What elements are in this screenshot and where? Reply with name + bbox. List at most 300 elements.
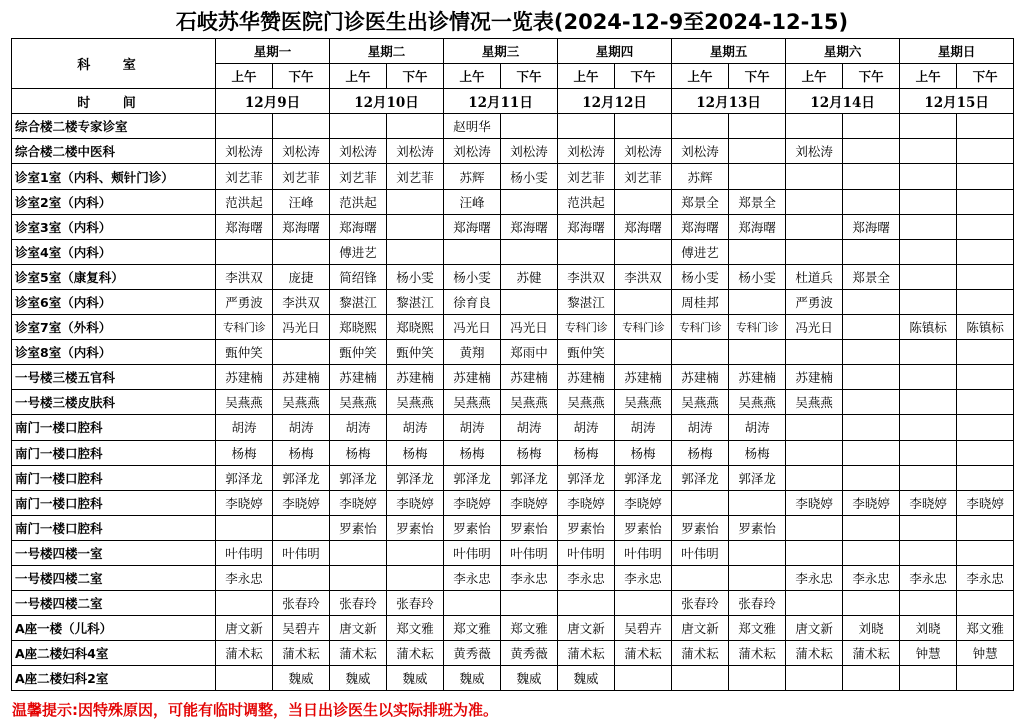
doctor-cell: 杨梅 — [501, 440, 558, 465]
doctor-cell — [729, 666, 786, 691]
doctor-cell: 甄仲笑 — [216, 340, 273, 365]
department-name: 一号楼四楼二室 — [12, 591, 216, 616]
doctor-cell: 蒲术耘 — [273, 641, 330, 666]
doctor-cell: 黄翔 — [444, 340, 501, 365]
department-name: A座一楼（儿科） — [12, 616, 216, 641]
department-name: 诊室3室（内科） — [12, 214, 216, 239]
doctor-cell — [387, 239, 444, 264]
doctor-cell: 魏威 — [330, 666, 387, 691]
doctor-cell — [615, 289, 672, 314]
doctor-cell — [786, 114, 843, 139]
doctor-cell: 郑海曙 — [216, 214, 273, 239]
doctor-cell — [558, 114, 615, 139]
doctor-cell — [900, 164, 957, 189]
department-name: 南门一楼口腔科 — [12, 515, 216, 540]
doctor-cell: 叶伟明 — [444, 540, 501, 565]
table-row — [12, 139, 1014, 164]
doctor-cell: 苏建楠 — [444, 365, 501, 390]
doctor-cell: 胡涛 — [273, 415, 330, 440]
afternoon-header: 下午 — [501, 64, 558, 89]
doctor-cell: 胡涛 — [330, 415, 387, 440]
doctor-cell — [957, 289, 1014, 314]
doctor-cell — [843, 591, 900, 616]
doctor-cell: 傅进艺 — [672, 239, 729, 264]
weekday-header: 星期一 — [216, 39, 330, 64]
doctor-cell — [843, 666, 900, 691]
doctor-cell: 郭泽龙 — [387, 465, 444, 490]
doctor-cell: 蒲术耘 — [729, 641, 786, 666]
table-row — [12, 289, 1014, 314]
department-name: 南门一楼口腔科 — [12, 415, 216, 440]
doctor-cell — [786, 239, 843, 264]
table-row — [12, 189, 1014, 214]
doctor-cell: 吴燕燕 — [501, 390, 558, 415]
doctor-cell: 张春玲 — [672, 591, 729, 616]
table-header — [12, 39, 1014, 114]
table-row — [12, 390, 1014, 415]
doctor-cell — [216, 114, 273, 139]
doctor-cell: 罗素怡 — [558, 515, 615, 540]
doctor-cell — [786, 189, 843, 214]
doctor-cell: 李晓婷 — [843, 490, 900, 515]
doctor-cell — [843, 515, 900, 540]
doctor-cell: 李晓婷 — [330, 490, 387, 515]
doctor-cell: 蒲术耘 — [615, 641, 672, 666]
doctor-cell: 李晓婷 — [786, 490, 843, 515]
table-row — [12, 540, 1014, 565]
doctor-cell — [729, 114, 786, 139]
morning-header: 上午 — [672, 64, 729, 89]
doctor-cell — [558, 591, 615, 616]
doctor-cell — [843, 340, 900, 365]
doctor-cell — [900, 264, 957, 289]
doctor-cell: 张春玲 — [729, 591, 786, 616]
doctor-cell: 刘晓 — [843, 616, 900, 641]
doctor-cell: 郑海曙 — [558, 214, 615, 239]
doctor-cell: 刘松涛 — [216, 139, 273, 164]
doctor-cell: 冯光日 — [444, 315, 501, 340]
doctor-cell — [957, 164, 1014, 189]
doctor-cell: 苏建楠 — [672, 365, 729, 390]
doctor-cell — [729, 139, 786, 164]
doctor-cell: 胡涛 — [216, 415, 273, 440]
doctor-cell — [615, 340, 672, 365]
doctor-cell: 郑海曙 — [501, 214, 558, 239]
doctor-cell: 罗素怡 — [615, 515, 672, 540]
doctor-cell — [786, 440, 843, 465]
doctor-cell: 郑文雅 — [729, 616, 786, 641]
doctor-cell: 专科门诊 — [558, 315, 615, 340]
doctor-cell — [444, 239, 501, 264]
doctor-cell: 杨梅 — [216, 440, 273, 465]
table-row — [12, 565, 1014, 590]
doctor-cell — [900, 465, 957, 490]
doctor-cell — [216, 239, 273, 264]
table-row — [12, 315, 1014, 340]
doctor-cell: 苏建楠 — [558, 365, 615, 390]
doctor-cell — [786, 340, 843, 365]
doctor-cell: 叶伟明 — [615, 540, 672, 565]
doctor-cell: 专科门诊 — [672, 315, 729, 340]
doctor-cell: 李永忠 — [615, 565, 672, 590]
doctor-cell — [843, 390, 900, 415]
table-row — [12, 415, 1014, 440]
doctor-cell — [387, 114, 444, 139]
doctor-cell: 罗素怡 — [501, 515, 558, 540]
table-row — [12, 440, 1014, 465]
doctor-cell — [957, 340, 1014, 365]
doctor-cell: 李晓婷 — [444, 490, 501, 515]
doctor-cell: 刘艺菲 — [273, 164, 330, 189]
table-row — [12, 365, 1014, 390]
doctor-cell: 郭泽龙 — [729, 465, 786, 490]
doctor-cell: 郑海曙 — [672, 214, 729, 239]
doctor-cell: 胡涛 — [558, 415, 615, 440]
morning-header: 上午 — [786, 64, 843, 89]
doctor-cell: 傅进艺 — [330, 239, 387, 264]
doctor-cell: 杨梅 — [444, 440, 501, 465]
doctor-cell: 刘艺菲 — [330, 164, 387, 189]
doctor-cell — [330, 565, 387, 590]
morning-header: 上午 — [444, 64, 501, 89]
doctor-cell: 杨梅 — [672, 440, 729, 465]
doctor-cell — [900, 289, 957, 314]
doctor-cell: 李洪双 — [273, 289, 330, 314]
doctor-cell: 陈镇标 — [900, 315, 957, 340]
doctor-cell — [501, 591, 558, 616]
afternoon-header: 下午 — [843, 64, 900, 89]
doctor-cell — [957, 666, 1014, 691]
doctor-cell — [786, 164, 843, 189]
date-header: 12月15日 — [900, 89, 1014, 114]
doctor-cell — [387, 565, 444, 590]
doctor-cell: 吴燕燕 — [672, 390, 729, 415]
table-row — [12, 214, 1014, 239]
doctor-cell — [843, 289, 900, 314]
doctor-cell — [957, 264, 1014, 289]
doctor-cell: 李永忠 — [216, 565, 273, 590]
doctor-cell: 严勇波 — [786, 289, 843, 314]
doctor-cell — [216, 666, 273, 691]
doctor-cell — [843, 189, 900, 214]
department-name: 南门一楼口腔科 — [12, 490, 216, 515]
doctor-cell: 罗素怡 — [729, 515, 786, 540]
doctor-cell: 郑海曙 — [615, 214, 672, 239]
doctor-cell: 吴燕燕 — [273, 390, 330, 415]
doctor-cell — [615, 591, 672, 616]
doctor-cell: 叶伟明 — [501, 540, 558, 565]
doctor-cell: 郑晓熙 — [330, 315, 387, 340]
doctor-cell — [786, 591, 843, 616]
doctor-cell: 胡涛 — [672, 415, 729, 440]
doctor-cell: 李永忠 — [558, 565, 615, 590]
date-header: 12月9日 — [216, 89, 330, 114]
doctor-cell: 胡涛 — [387, 415, 444, 440]
department-name: A座二楼妇科2室 — [12, 666, 216, 691]
doctor-cell: 刘松涛 — [501, 139, 558, 164]
doctor-cell — [843, 465, 900, 490]
afternoon-header: 下午 — [387, 64, 444, 89]
doctor-cell: 简绍锋 — [330, 264, 387, 289]
doctor-cell: 冯光日 — [273, 315, 330, 340]
doctor-cell: 刘松涛 — [387, 139, 444, 164]
doctor-cell: 苏健 — [501, 264, 558, 289]
table-body — [12, 114, 1014, 691]
doctor-cell: 苏建楠 — [216, 365, 273, 390]
department-name: 南门一楼口腔科 — [12, 465, 216, 490]
doctor-cell — [900, 214, 957, 239]
doctor-cell — [501, 239, 558, 264]
date-row — [12, 89, 1014, 114]
doctor-cell: 苏辉 — [672, 164, 729, 189]
doctor-cell — [900, 591, 957, 616]
doctor-cell — [615, 114, 672, 139]
weekday-header: 星期日 — [900, 39, 1014, 64]
doctor-cell: 冯光日 — [501, 315, 558, 340]
doctor-cell — [957, 465, 1014, 490]
department-name: 诊室5室（康复科） — [12, 264, 216, 289]
doctor-cell — [501, 189, 558, 214]
doctor-cell: 吴燕燕 — [387, 390, 444, 415]
doctor-cell — [900, 365, 957, 390]
department-name: 诊室8室（内科） — [12, 340, 216, 365]
doctor-cell — [615, 666, 672, 691]
doctor-cell: 李洪双 — [615, 264, 672, 289]
date-header: 12月11日 — [444, 89, 558, 114]
doctor-cell: 李晓婷 — [558, 490, 615, 515]
doctor-cell — [330, 114, 387, 139]
doctor-cell: 苏辉 — [444, 164, 501, 189]
doctor-cell — [501, 289, 558, 314]
doctor-cell — [501, 114, 558, 139]
afternoon-header: 下午 — [957, 64, 1014, 89]
time-row-header: 时 间 — [12, 89, 216, 114]
doctor-cell — [729, 340, 786, 365]
doctor-cell: 范洪起 — [216, 189, 273, 214]
doctor-cell: 刘松涛 — [558, 139, 615, 164]
doctor-cell — [273, 565, 330, 590]
doctor-cell — [729, 565, 786, 590]
table-row — [12, 465, 1014, 490]
table-row — [12, 641, 1014, 666]
department-name: 诊室4室（内科） — [12, 239, 216, 264]
doctor-cell: 郑海曙 — [330, 214, 387, 239]
doctor-cell — [843, 164, 900, 189]
doctor-cell: 黎湛江 — [558, 289, 615, 314]
weekday-row — [12, 39, 1014, 64]
weekday-header: 星期四 — [558, 39, 672, 64]
doctor-cell — [957, 440, 1014, 465]
doctor-cell: 吴燕燕 — [615, 390, 672, 415]
table-row — [12, 239, 1014, 264]
doctor-cell: 刘艺菲 — [615, 164, 672, 189]
doctor-cell — [786, 540, 843, 565]
doctor-cell: 苏建楠 — [729, 365, 786, 390]
date-header: 12月12日 — [558, 89, 672, 114]
doctor-cell: 魏威 — [501, 666, 558, 691]
doctor-cell: 专科门诊 — [729, 315, 786, 340]
doctor-cell: 李洪双 — [558, 264, 615, 289]
doctor-cell — [957, 540, 1014, 565]
notice-text: 温馨提示:因特殊原因，可能有临时调整，当日出诊医生以实际排班为准。 — [12, 701, 499, 719]
doctor-cell — [843, 114, 900, 139]
doctor-cell: 苏建楠 — [387, 365, 444, 390]
doctor-cell — [273, 114, 330, 139]
doctor-cell — [957, 591, 1014, 616]
date-header: 12月13日 — [672, 89, 786, 114]
doctor-cell: 吴燕燕 — [444, 390, 501, 415]
doctor-cell — [843, 365, 900, 390]
doctor-cell: 李洪双 — [216, 264, 273, 289]
doctor-cell: 蒲术耘 — [330, 641, 387, 666]
table-row — [12, 114, 1014, 139]
doctor-cell: 苏建楠 — [786, 365, 843, 390]
doctor-cell: 黄秀薇 — [444, 641, 501, 666]
doctor-cell: 苏建楠 — [273, 365, 330, 390]
doctor-cell: 郑景全 — [672, 189, 729, 214]
doctor-cell: 李永忠 — [444, 565, 501, 590]
doctor-cell: 钟慧 — [900, 641, 957, 666]
doctor-cell: 杨小雯 — [672, 264, 729, 289]
doctor-cell: 郭泽龙 — [330, 465, 387, 490]
doctor-cell — [672, 490, 729, 515]
table-row — [12, 264, 1014, 289]
doctor-cell — [729, 540, 786, 565]
doctor-cell: 甄仲笑 — [330, 340, 387, 365]
doctor-cell: 刘艺菲 — [216, 164, 273, 189]
department-name: 一号楼四楼二室 — [12, 565, 216, 590]
doctor-cell — [729, 490, 786, 515]
doctor-cell: 钟慧 — [957, 641, 1014, 666]
table-row — [12, 666, 1014, 691]
doctor-cell — [444, 591, 501, 616]
doctor-cell: 黎湛江 — [387, 289, 444, 314]
doctor-cell — [330, 540, 387, 565]
doctor-cell — [273, 239, 330, 264]
doctor-cell: 周桂邦 — [672, 289, 729, 314]
table-row — [12, 616, 1014, 641]
doctor-cell: 李永忠 — [501, 565, 558, 590]
doctor-cell: 唐文新 — [330, 616, 387, 641]
doctor-cell — [786, 515, 843, 540]
doctor-cell: 杨梅 — [558, 440, 615, 465]
doctor-cell: 蒲术耘 — [843, 641, 900, 666]
date-header: 12月14日 — [786, 89, 900, 114]
doctor-cell: 吴燕燕 — [558, 390, 615, 415]
doctor-cell — [387, 189, 444, 214]
doctor-cell: 吴燕燕 — [216, 390, 273, 415]
doctor-cell: 唐文新 — [672, 616, 729, 641]
doctor-cell: 刘松涛 — [672, 139, 729, 164]
doctor-cell: 罗素怡 — [330, 515, 387, 540]
morning-header: 上午 — [330, 64, 387, 89]
date-header: 12月10日 — [330, 89, 444, 114]
schedule-table — [11, 38, 1014, 691]
doctor-cell: 叶伟明 — [273, 540, 330, 565]
doctor-cell: 魏威 — [444, 666, 501, 691]
department-name: 综合楼二楼中医科 — [12, 139, 216, 164]
doctor-cell: 冯光日 — [786, 315, 843, 340]
doctor-cell: 李晓婷 — [615, 490, 672, 515]
department-name: 诊室1室（内科、颊针门诊） — [12, 164, 216, 189]
doctor-cell — [843, 440, 900, 465]
doctor-cell: 李晓婷 — [387, 490, 444, 515]
table-row — [12, 340, 1014, 365]
page-title: 石岐苏华赞医院门诊医生出诊情况一览表(2024-12-9至2024-12-15) — [175, 10, 849, 34]
weekday-header: 星期二 — [330, 39, 444, 64]
doctor-cell: 张春玲 — [273, 591, 330, 616]
doctor-cell: 蒲术耘 — [387, 641, 444, 666]
doctor-cell — [786, 415, 843, 440]
doctor-cell: 李晓婷 — [273, 490, 330, 515]
doctor-cell: 杨梅 — [273, 440, 330, 465]
doctor-cell: 郑文雅 — [387, 616, 444, 641]
doctor-cell: 郑晓熙 — [387, 315, 444, 340]
doctor-cell: 胡涛 — [729, 415, 786, 440]
doctor-cell — [957, 214, 1014, 239]
department-name: 一号楼三楼五官科 — [12, 365, 216, 390]
doctor-cell: 郑景全 — [843, 264, 900, 289]
doctor-cell — [843, 415, 900, 440]
doctor-cell — [216, 515, 273, 540]
doctor-cell — [729, 239, 786, 264]
doctor-cell: 杨小雯 — [501, 164, 558, 189]
doctor-cell — [672, 114, 729, 139]
doctor-cell: 专科门诊 — [615, 315, 672, 340]
doctor-cell: 郑文雅 — [444, 616, 501, 641]
doctor-cell: 郑海曙 — [843, 214, 900, 239]
doctor-cell: 杜道兵 — [786, 264, 843, 289]
doctor-cell: 杨梅 — [387, 440, 444, 465]
doctor-cell: 赵明华 — [444, 114, 501, 139]
doctor-cell — [615, 239, 672, 264]
doctor-cell: 李永忠 — [957, 565, 1014, 590]
doctor-cell: 黄秀薇 — [501, 641, 558, 666]
doctor-cell — [387, 540, 444, 565]
doctor-cell: 陈镇标 — [957, 315, 1014, 340]
doctor-cell: 蒲术耘 — [672, 641, 729, 666]
department-name: 诊室2室（内科） — [12, 189, 216, 214]
dept-column-header: 科 室 — [12, 39, 216, 89]
doctor-cell — [786, 465, 843, 490]
doctor-cell — [672, 340, 729, 365]
doctor-cell: 刘松涛 — [444, 139, 501, 164]
department-name: 诊室6室（内科） — [12, 289, 216, 314]
weekday-header: 星期三 — [444, 39, 558, 64]
doctor-cell: 李晓婷 — [501, 490, 558, 515]
doctor-cell: 胡涛 — [444, 415, 501, 440]
doctor-cell: 郭泽龙 — [501, 465, 558, 490]
doctor-cell — [615, 189, 672, 214]
doctor-cell — [387, 214, 444, 239]
doctor-cell: 张春玲 — [330, 591, 387, 616]
doctor-cell — [672, 666, 729, 691]
doctor-cell — [900, 540, 957, 565]
table-row — [12, 515, 1014, 540]
doctor-cell: 李晓婷 — [957, 490, 1014, 515]
doctor-cell: 罗素怡 — [672, 515, 729, 540]
doctor-cell — [957, 239, 1014, 264]
doctor-cell — [672, 565, 729, 590]
doctor-cell: 吴碧卉 — [273, 616, 330, 641]
doctor-cell: 吴碧卉 — [615, 616, 672, 641]
weekday-header: 星期六 — [786, 39, 900, 64]
doctor-cell: 唐文新 — [558, 616, 615, 641]
doctor-cell — [957, 365, 1014, 390]
department-name: 综合楼二楼专家诊室 — [12, 114, 216, 139]
doctor-cell: 杨梅 — [330, 440, 387, 465]
doctor-cell — [843, 315, 900, 340]
